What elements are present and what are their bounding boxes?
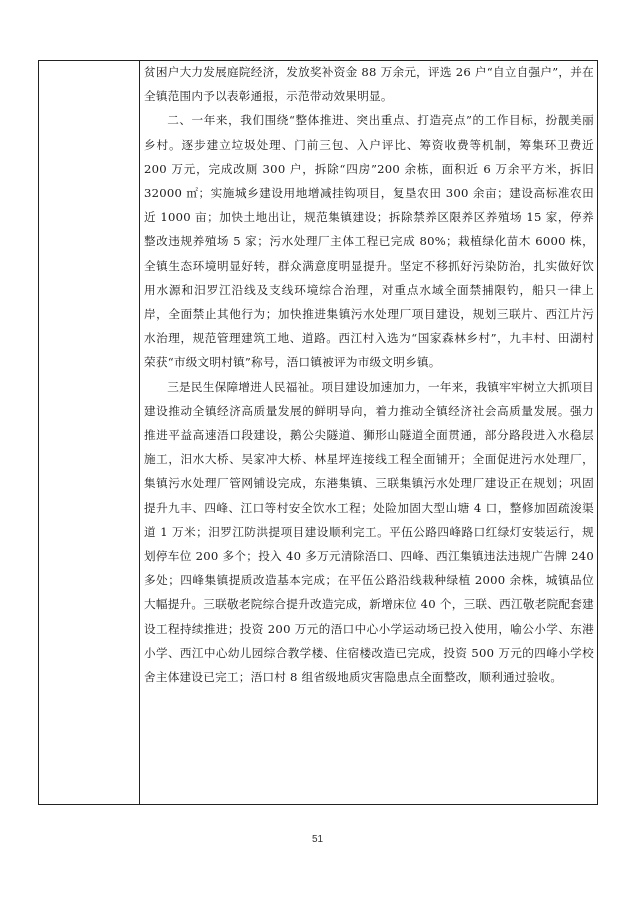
- page-number: 51: [311, 834, 324, 845]
- table-column-divider: [139, 60, 140, 805]
- paragraph-continuation: 贫困户大力发展庭院经济，发放奖补资金 88 万余元，评选 26 户“自立自强户”，并在全镇范围内予以表彰通报，示范带动效果明显。: [144, 65, 594, 104]
- paragraph-livelihood: 三是民生保障增进人民福祉。项目建设加速加力，一年来，我镇牢牢树立大抓项目建设推动全镇经济高质量发展的鲜明导向，着力推动全镇经济社会高质量发展。强力推进平益高速浯口段建设，鹅公尖隧道、狮形山隧道全面贯通，部分路段进入水稳层施工，汨水大桥、吴家冲大桥、林星坪连接线工程全面铺开；全面促进污水处理厂，集镇污水处理厂管网铺设完成，东港集镇、三联集镇污水处理厂建设正在规划；巩固提升九丰、四峰、江口等村安全饮水工程；处险加固大型山塘 4 口，整修加固疏浚渠道 1 万米；汨罗江防洪提项目建设顺利完工。平伍公路四峰路口红绿灯安装运行，规划停车位 200 多个；投入 40 多万元清除浯口、四峰、西江集镇违法违规广告牌 240 多处；四峰集镇提质改造基本完成；在平伍公路沿线栽种绿植 2000 余株，城镇品位大幅提升。三联敬老院综合提升改造完成，新增床位 40 个，三联、西江敬老院配套建设工程持续推进；投资 200 万元的浯口中心小学运动场已投入使用，喻公小学、东港小学、西江中心幼儿园综合教学楼、住宿楼改造已完成，投资 500 万元的四峰小学校舍主体建设已完工；浯口村 8 组省级地质灾害隐患点全面整改，顺利通过验收。: [144, 379, 594, 685]
- table-content-cell: [144, 60, 594, 689]
- paragraph-beautiful-village: 二、一年来，我们围绕“整体推进、突出重点、打造亮点”的工作目标，扮靓美丽乡村。逐步建立垃圾处理、门前三包、入户评比、筹资收费等机制，筹集环卫费近 200 万元，完成改厕 300 户，拆除“四房”200 余栋，面积近 6 万余平方米，拆旧 32000 ㎡；实施城乡建设用地增减挂钩项目，复垦农田 300 余亩；建设高标准农田近 1000 亩；加快土地出让，规范集镇建设；拆除禁养区限养区养殖场 15 家，停养整改违规养殖场 5 家；污水处理厂主体工程已完成 80%；栽植绿化苗木 6000 株，全镇生态环境明显好转，群众满意度明显提升。坚定不移抓好污染防治，扎实做好饮用水源和汨罗江沿线及支线环境综合治理，对重点水域全面禁捕限钓，船只一律上岸，全面禁止其他行为；加快推进集镇污水处理厂项目建设，规划三联片、西江片污水治理，规范管理建筑工地、道路。西江村入选为“国家森林乡村”，九丰村、田湖村荣获“市级文明村镇”称号，浯口镇被评为市级文明乡镇。: [144, 113, 594, 370]
